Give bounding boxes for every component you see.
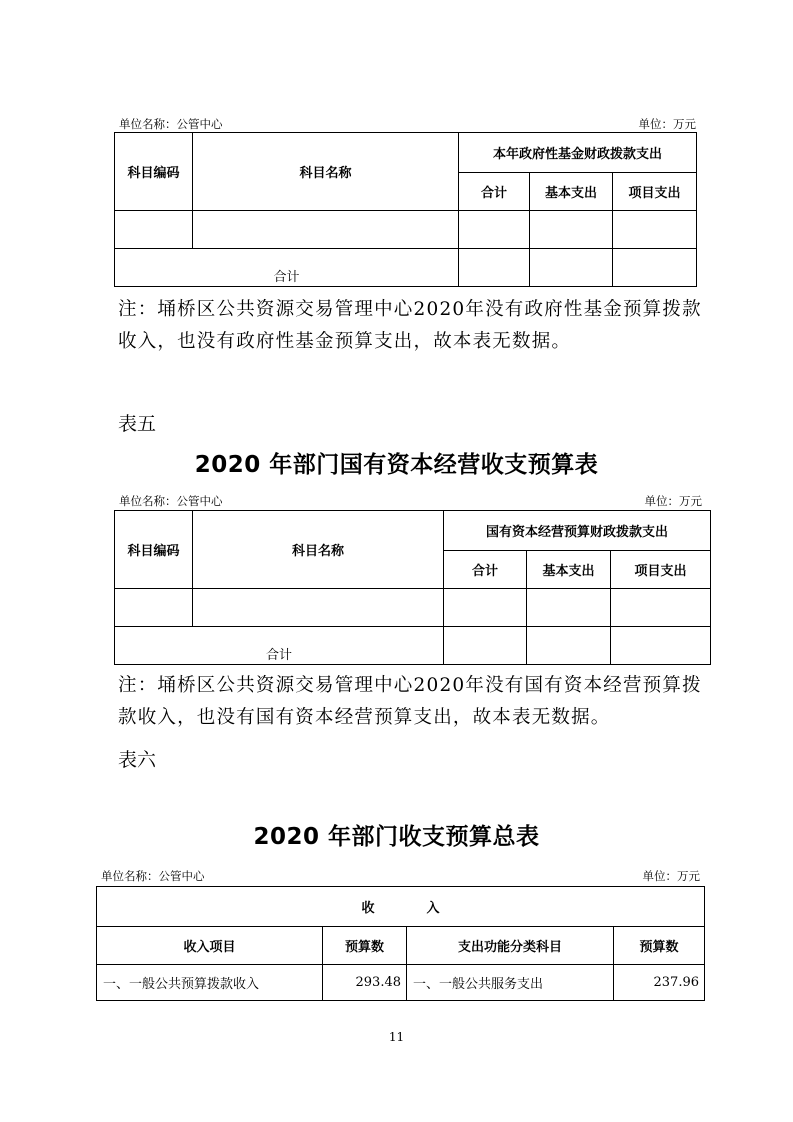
table4-note: 注：埇桥区公共资源交易管理中心2020年没有政府性基金预算拨款收入，也没有政府性基金预算支出，故本表无数据。 [118, 299, 702, 352]
table6 [96, 886, 705, 1001]
table4-cell [613, 249, 697, 287]
table4 [114, 132, 697, 287]
table5-footer-total: 合计 [115, 627, 444, 665]
table6-unit-org: 单位名称：公管中心 [101, 869, 205, 883]
table4-cell [613, 211, 697, 249]
table6-header-income: 收 入 [97, 887, 705, 927]
table6-header-budget: 预算数 [614, 927, 705, 965]
section6-title: 2020 年部门收支预算总表 [253, 824, 540, 850]
table4-header-project: 项目支出 [613, 173, 697, 211]
table6-unit: 单位：万元 [642, 869, 700, 883]
table-row [97, 965, 705, 1001]
table4-unit: 单位：万元 [638, 117, 696, 131]
table6-header-income-item: 收入项目 [97, 927, 323, 965]
table4-header-name: 科目名称 [193, 133, 459, 211]
table5-cell [527, 627, 611, 665]
section5-title: 2020 年部门国有资本经营收支预算表 [194, 452, 599, 478]
table5-unit: 单位：万元 [644, 494, 702, 508]
table5-cell [115, 589, 193, 627]
table4-header-group: 本年政府性基金财政拨款支出 [459, 133, 697, 173]
table5-note: 注：埇桥区公共资源交易管理中心2020年没有国有资本经营预算拨款收入，也没有国有资本经营预算支出，故本表无数据。 [118, 675, 702, 728]
table5-cell [611, 589, 711, 627]
table5-cell [444, 627, 527, 665]
table5-header-basic: 基本支出 [527, 551, 611, 589]
table5-cell [444, 589, 527, 627]
table4-footer-total: 合计 [115, 249, 459, 287]
table5-cell [611, 627, 711, 665]
table4-cell [115, 211, 193, 249]
table5-header-project: 项目支出 [611, 551, 711, 589]
page-number: 11 [388, 1030, 405, 1044]
table4-cell [459, 211, 530, 249]
table5-header-name: 科目名称 [193, 511, 444, 589]
table5-cell [527, 589, 611, 627]
table6-income-cell: 一、一般公共预算拨款收入 [97, 965, 323, 1001]
table4-cell [193, 211, 459, 249]
table4-header-basic: 基本支出 [530, 173, 613, 211]
table4-cell [459, 249, 530, 287]
section5-label: 表五 [118, 413, 157, 435]
table6-header-expense-item: 支出功能分类科目 [407, 927, 614, 965]
table6-budget-cell: 293.48 [323, 965, 407, 1001]
table4-unit-org: 单位名称：公管中心 [119, 117, 223, 131]
table5-header-code: 科目编码 [115, 511, 193, 589]
table5-cell [193, 589, 444, 627]
table4-header-total: 合计 [459, 173, 530, 211]
section6-label: 表六 [118, 749, 157, 771]
table6-budget-cell: 237.96 [614, 965, 705, 1001]
table4-cell [530, 249, 613, 287]
table5-unit-org: 单位名称：公管中心 [119, 494, 223, 508]
table5 [114, 510, 711, 665]
table4-header-code: 科目编码 [115, 133, 193, 211]
table5-header-total: 合计 [444, 551, 527, 589]
table6-header-budget: 预算数 [323, 927, 407, 965]
table4-cell [530, 211, 613, 249]
table6-expense-cell: 一、一般公共服务支出 [407, 965, 614, 1001]
table5-header-group: 国有资本经营预算财政拨款支出 [444, 511, 711, 551]
